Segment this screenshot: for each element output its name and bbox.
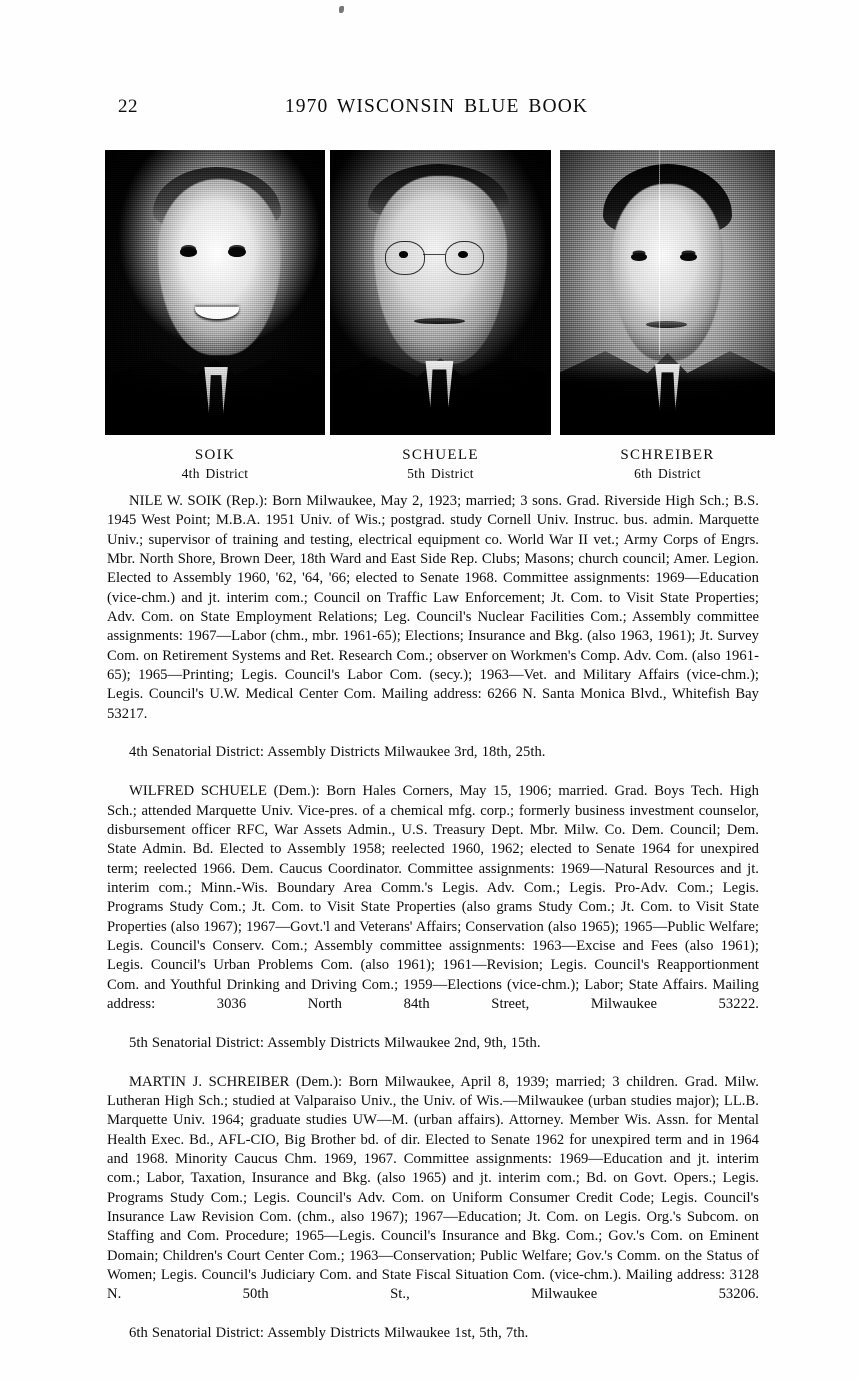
running-title: 1970 WISCONSIN BLUE BOOK xyxy=(284,96,589,117)
biography-text: WILFRED SCHUELE (Dem.): Born Hales Corners, May 15, 1906; married. Grad. Boys Tech. High Sch.; attended Marquette Univ. Vice-pres. of a chemical mfg. corp.; formerly business investment counselor, disbursement officer RFC, War Assets Admin., U.S. Treasury Dept. Mbr. Milw. Co. Dem. Council; Dem. State Admin. Bd. Elected to Assembly 1958; reelected 1960, 1962; elected to Senate 1964 for unexpired term; reelected 1966. Dem. Caucus Coordinator. Committee assignments: 1969—Natural Resources and jt. interim com.; Minn.-Wis. Boundary Area Comm.'s Legis. Adv. Com.; Legis. Pro-Adv. Com.; Legis. Programs Study Com.; Jt. Com. to Visit State Properties (also grams Study Com.; Jt. Com. to Visit State Properties (also 1967); 1967—Govt.'l and Veterans' Affairs; Conservation (also 1965); 1965—Public Welfare; Legis. Council's Conserv. Com.; Assembly committee assignments: 1963—Excise and Fees (also 1961); Legis. Council's Urban Problems Com. (also 1961); 1961—Revision; Legis. Council's Reapportionment Com. and Youthful Drinking and Driving Com.; 1959—Elections (vice-chm.); Labor; State Affairs. Mailing address: 3036 North 84th Street, Milwaukee 53222. xyxy=(107,783,759,1013)
caption-soik xyxy=(105,446,325,483)
caption-schuele xyxy=(330,446,551,483)
district-line-soik: 4th Senatorial District: Assembly Districts Milwaukee 3rd, 18th, 25th. xyxy=(129,744,546,761)
biography-text: MARTIN J. SCHREIBER (Dem.): Born Milwaukee, April 8, 1939; married; 3 children. Grad. Milw. Lutheran High Sch.; studied at Valparaiso Univ., the Univ. of Wis.—Milwaukee (urban studies major); LL.B. Marquette Univ. 1964; graduate studies UW—M. (urban affairs). Attorney. Member Wis. Assn. for Mental Health Exec. Bd., AFL-CIO, Big Brother bd. of dir. Elected to Senate 1962 for unexpired term and in 1964 and 1968. Minority Caucus Chm. 1969, 1967. Committee assignments: 1969—Education and jt. interim com.; Labor, Taxation, Insurance and Bkg. (also 1965) and jt. interim com.; Bd. on Govt. Opers.; Legis. Programs Study Com.; Legis. Council's Adv. Com. on Uniform Consumer Credit Code; Legis. Council's Insurance Law Revision Com. (chm., also 1967); 1967—Education; Jt. Com. on Legis. Org.'s Subcom. on Staffing and Com. Procedure; 1965—Legis. Council's Insurance and Bkg. Com.; Gov.'s Com. on Eminent Domain; Children's Court Center Com.; 1963—Conservation; Public Welfare; Gov.'s Comm. on the Status of Women; Legis. Council's Judiciary Com. and State Fiscal Situation Com. (vice-chm.). Mailing address: 3128 N. 50th St., Milwaukee 53206. xyxy=(107,1073,759,1303)
page-number: 22 xyxy=(118,96,138,117)
biography-soik xyxy=(107,492,759,743)
portrait-captions xyxy=(105,446,775,488)
biography-text: NILE W. SOIK (Rep.): Born Milwaukee, May 2, 1923; married; 3 sons. Grad. Riverside High Sch.; B.S. 1945 West Point; M.B.A. 1951 Univ. of Wis.; postgrad. study Cornell Univ. Instruc. bus. admin. Marquette Univ.; supervisor of training and testing, electrical equipment co. World War II vet.; Army Corps of Engrs. Mbr. North Shore, Brown Deer, 18th Ward and East Side Rep. Clubs; Masons; church council; Amer. Legion. Elected to Assembly 1960, '62, '64, '66; elected to Senate 1968. Committee assignments: 1969—Education (vice-chm.) and jt. interim com.; Council on Traffic Law Enforcement; Jt. Com. to Visit State Properties; Adv. Com. on State Employment Relations; Leg. Council's Nuclear Facilities Com.; Assembly committee assignments: 1967—Labor (chm., mbr. 1961-65); Elections; Insurance and Bkg. (also 1963, 1961); Jt. Survey Com. on Retirement Systems and Ret. Research Com.; observer on Workmen's Comp. Adv. Com. (also 1961-65); 1965—Printing; Legis. Council's Labor Com. (secy.); 1963—Vet. and Military Affairs (vice-chm.); Legis. Council's U.W. Medical Center Com. Mailing address: 6266 N. Santa Monica Blvd., Whitefish Bay 53217. xyxy=(107,493,759,722)
caption-name: SCHUELE xyxy=(402,447,479,463)
caption-name: SCHREIBER xyxy=(620,447,715,463)
scan-artifact-speck xyxy=(339,6,344,13)
portrait-row xyxy=(105,150,775,435)
caption-schreiber xyxy=(560,446,775,483)
caption-district: 4th District xyxy=(181,466,249,481)
paragraph-spacer xyxy=(107,1053,759,1073)
district-line-schuele: 5th Senatorial District: Assembly Districts Milwaukee 2nd, 9th, 15th. xyxy=(129,1034,541,1051)
body-text-column xyxy=(107,492,759,1343)
biography-schuele xyxy=(107,782,759,1033)
caption-district: 5th District xyxy=(407,466,474,481)
page-header xyxy=(0,96,859,122)
portrait-photo-schreiber xyxy=(560,150,775,435)
portrait-photo-soik xyxy=(105,150,325,435)
portrait-photo-schuele xyxy=(330,150,551,435)
caption-name: SOIK xyxy=(194,447,236,463)
biography-schreiber xyxy=(107,1073,759,1324)
caption-district: 6th District xyxy=(634,466,701,481)
district-line-schreiber: 6th Senatorial District: Assembly Districts Milwaukee 1st, 5th, 7th. xyxy=(129,1325,529,1342)
paragraph-spacer xyxy=(107,763,759,783)
